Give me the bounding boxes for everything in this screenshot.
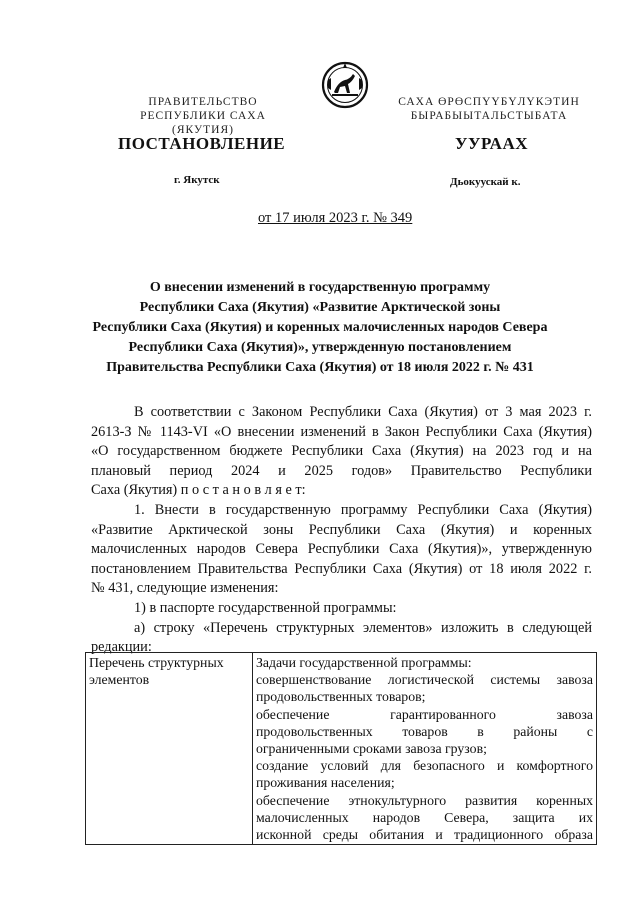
cell-line: ограниченными сроками завоза грузов;	[256, 741, 487, 757]
cell-line: проживания населения;	[256, 775, 395, 791]
body-line: а) строку «Перечень структурных элементов» изложить в следующей	[134, 619, 592, 636]
cell-line: обеспечение этнокультурного развития коренных	[256, 792, 593, 808]
emblem-icon	[320, 60, 370, 110]
body-line: 2613-З № 1143-VI «О внесении изменений в Закон Республики Саха (Якутия)	[91, 423, 592, 440]
body-line: постановлением Правительства Республики Саха (Якутия) от 18 июля 2022 г.	[91, 560, 592, 577]
date-and-number: от 17 июля 2023 г. № 349	[258, 210, 413, 226]
title-line: Республики Саха (Якутия) «Развитие Арктической зоны	[139, 300, 501, 315]
header-left-org	[108, 95, 298, 137]
cell-line: Задачи государственной программы:	[256, 655, 472, 670]
header-right-org	[394, 95, 584, 123]
table-cell-label	[86, 653, 253, 845]
body-line: редакции:	[91, 639, 152, 656]
body-line: 1. Внести в государственную программу Республики Саха (Якутия)	[134, 501, 592, 518]
title-line: О внесении изменений в государственную программу	[149, 280, 491, 295]
table-cell-content	[253, 653, 597, 845]
body-line: № 431, следующие изменения:	[91, 580, 279, 597]
cell-line: совершенствование логистической системы завоза	[256, 672, 593, 688]
header-right-line1: САХА ӨРӨСПҮҮБҮЛҮКЭТИН	[398, 96, 580, 108]
doc-type-right: УУРААХ	[455, 134, 528, 153]
cell-line: продовольственных товаров в районы с	[256, 723, 593, 739]
body-line: плановый период 2024 и 2025 годов» Правительство Республики	[91, 462, 592, 479]
cell-line: исконной среды обитания и традиционного образа	[256, 827, 593, 843]
coat-of-arms-emblem	[320, 60, 370, 110]
cell-line: малочисленных народов Севера, защита их	[256, 809, 593, 825]
cell-line: Перечень структурных	[89, 655, 224, 670]
title-line: Правительства Республики Саха (Якутия) от 18 июля 2022 г. № 431	[106, 360, 534, 375]
cell-line: элементов	[89, 672, 150, 688]
doc-type-left: ПОСТАНОВЛЕНИЕ	[118, 134, 286, 153]
body-text	[91, 403, 592, 658]
cell-line: продовольственных товаров;	[256, 689, 426, 705]
passport-table	[85, 652, 597, 845]
title-line: Республики Саха (Якутия) и коренных малочисленных народов Севера	[92, 320, 548, 335]
city-left: г. Якутск	[174, 174, 220, 186]
cell-line: создание условий для безопасного и комфортного	[256, 758, 593, 774]
header-left-line2: РЕСПУБЛИКИ САХА (ЯКУТИЯ)	[140, 110, 266, 136]
document-title	[60, 278, 580, 378]
body-line: 1) в паспорте государственной программы:	[134, 599, 397, 616]
body-line: В соответствии с Законом Республики Саха (Якутия) от 3 мая 2023 г.	[134, 404, 592, 420]
body-line: «Развитие Арктической зоны Республики Саха (Якутия) и коренных	[91, 521, 592, 538]
title-line: Республики Саха (Якутия)», утвержденную постановлением	[128, 340, 512, 355]
body-line: «О государственном бюджете Республики Саха (Якутия) на 2023 год и на	[91, 443, 592, 460]
header-left-line1: ПРАВИТЕЛЬСТВО	[148, 96, 258, 108]
body-line: Саха (Якутия) п о с т а н о в л я е т:	[91, 482, 306, 499]
table-row	[86, 653, 597, 845]
city-right: Дьокуускай к.	[450, 176, 521, 188]
body-line: малочисленных народов Севера Республики Саха (Якутия)», утвержденную	[91, 541, 592, 558]
cell-line: обеспечение гарантированного завоза	[256, 706, 593, 722]
header-right-line2: БЫРАБЫЫТАЛЬСТЫБАТА	[410, 110, 568, 122]
